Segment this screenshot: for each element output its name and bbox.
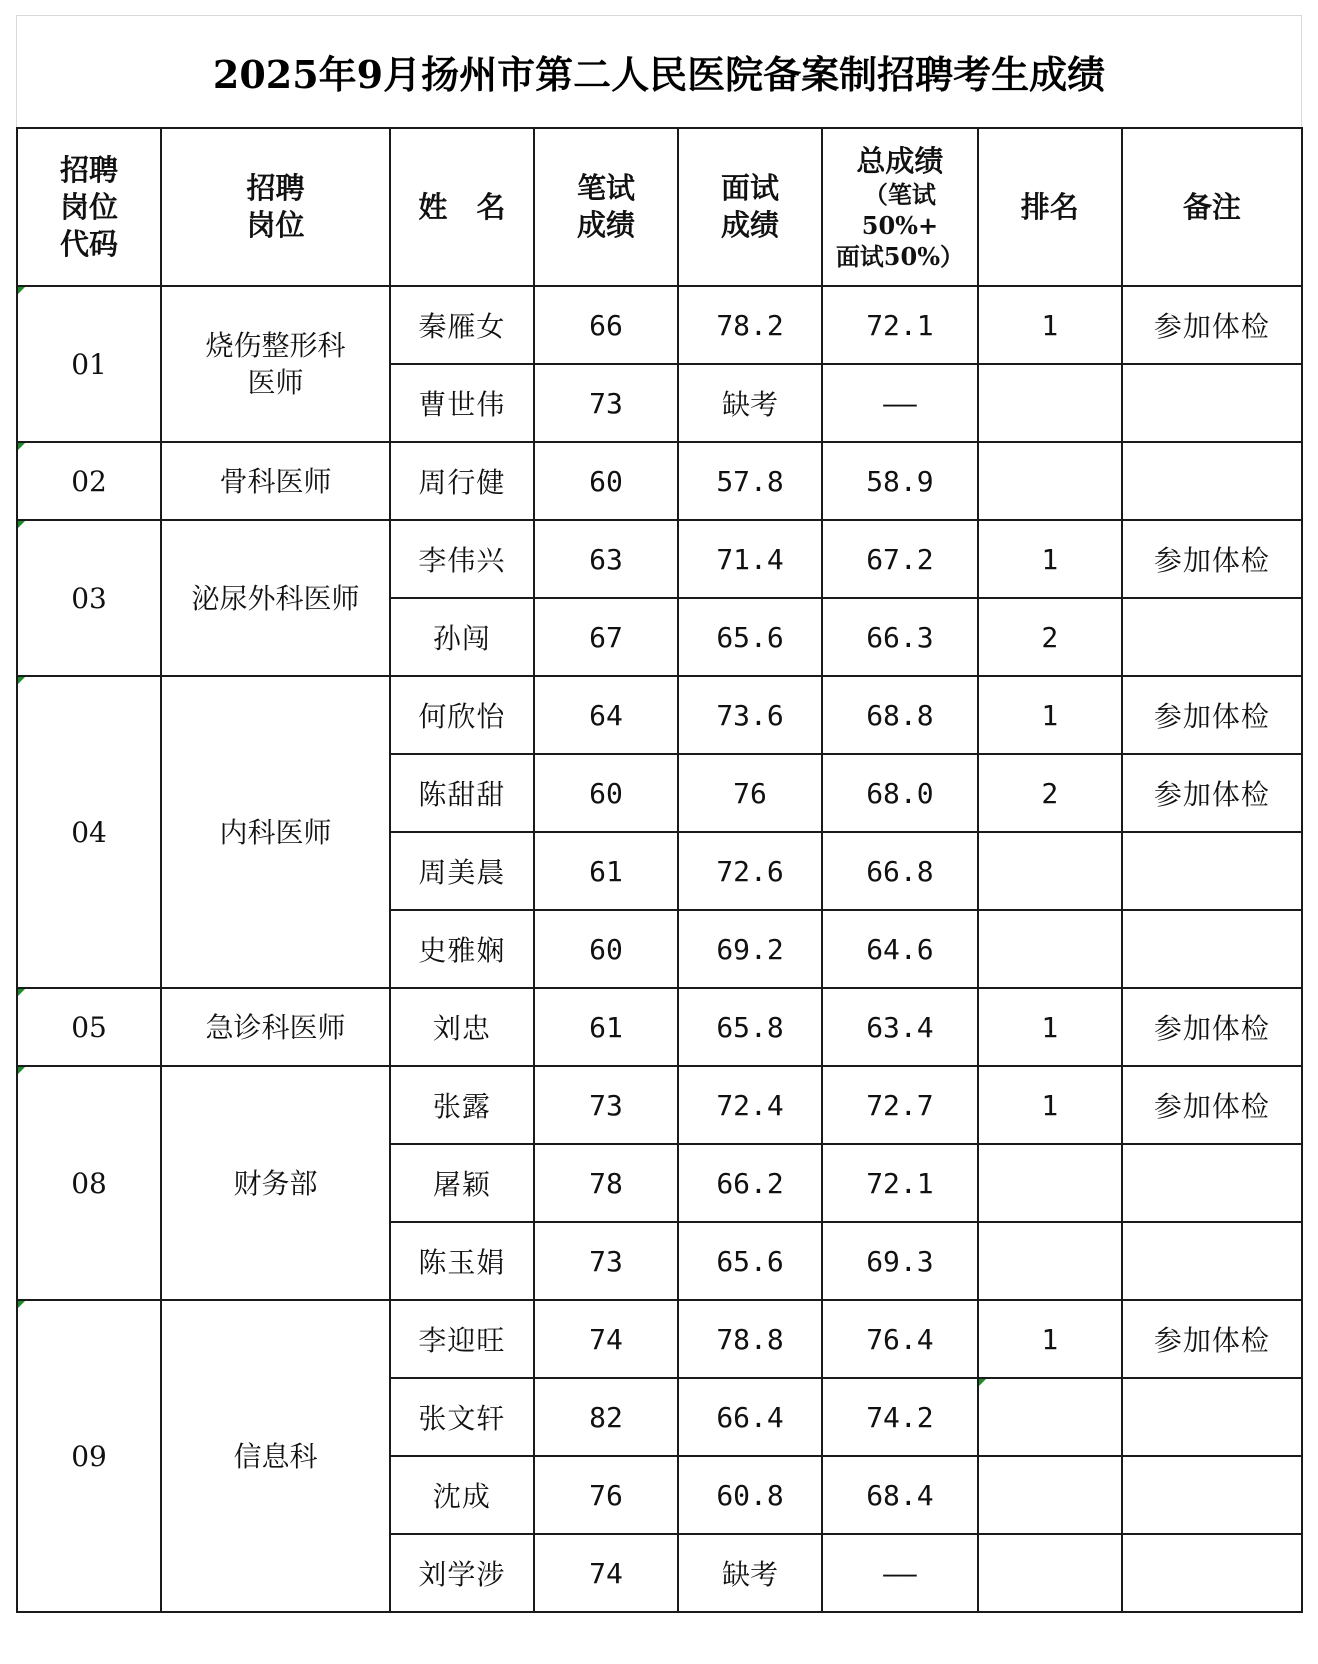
remark-value: 参加体检: [1122, 676, 1302, 754]
position-code: 09: [71, 1439, 107, 1473]
header-remark-text: 备注: [1182, 189, 1241, 224]
total-score: ——: [822, 364, 978, 442]
header-total: [822, 128, 978, 286]
total-score: 74.2: [822, 1378, 978, 1456]
header-code-line: 招聘: [60, 152, 119, 187]
written-score: 61: [534, 832, 678, 910]
written-score: 67: [534, 598, 678, 676]
total-score: ——: [822, 1534, 978, 1612]
header-code: [17, 128, 161, 286]
candidate-name: 周美晨: [390, 832, 534, 910]
remark-value: [1122, 442, 1302, 520]
candidate-name: 刘忠: [390, 988, 534, 1066]
written-score: 73: [534, 364, 678, 442]
written-score: 66: [534, 286, 678, 364]
header-total-sub: （笔试: [863, 179, 936, 209]
position-name-line: 骨科医师: [219, 464, 332, 498]
comment-marker-icon: [18, 989, 25, 996]
table-row: [17, 1300, 1302, 1378]
total-score: 66.3: [822, 598, 978, 676]
remark-value: [1122, 832, 1302, 910]
position-name-line: 财务部: [233, 1166, 318, 1200]
interview-score: 缺考: [678, 1534, 822, 1612]
table-row: [17, 442, 1302, 520]
candidate-name: 张文轩: [390, 1378, 534, 1456]
interview-score: 72.4: [678, 1066, 822, 1144]
interview-score: 65.6: [678, 598, 822, 676]
remark-value: 参加体检: [1122, 520, 1302, 598]
total-score: 68.8: [822, 676, 978, 754]
position-name-line: 烧伤整形科: [205, 329, 346, 362]
header-written-line: 成绩: [576, 208, 635, 242]
candidate-name: 屠颖: [390, 1144, 534, 1222]
total-score: 68.0: [822, 754, 978, 832]
interview-score: 65.8: [678, 988, 822, 1066]
interview-score: 65.6: [678, 1222, 822, 1300]
remark-value: [1122, 1144, 1302, 1222]
position-name-line: 泌尿外科医师: [191, 581, 360, 615]
comment-marker-icon: [18, 443, 25, 450]
candidate-name: 曹世伟: [390, 364, 534, 442]
interview-score: 69.2: [678, 910, 822, 988]
position-code: 08: [71, 1166, 107, 1200]
header-remark: [1122, 128, 1302, 286]
candidate-name: 孙闯: [390, 598, 534, 676]
rank-value: 1: [978, 676, 1122, 754]
candidate-name: 陈玉娟: [390, 1222, 534, 1300]
position-name-line: 急诊科医师: [205, 1010, 346, 1044]
remark-value: [1122, 910, 1302, 988]
title-box: [16, 15, 1302, 127]
table-row: [17, 286, 1302, 364]
position-code: 01: [71, 347, 107, 381]
position-code-cell: [17, 286, 161, 442]
header-name-text: 姓 名: [418, 189, 506, 224]
header-interview: [678, 128, 822, 286]
header-interview-line: 成绩: [721, 208, 780, 242]
comment-marker-icon: [18, 1301, 25, 1308]
header-rank: [978, 128, 1122, 286]
remark-value: [1122, 1456, 1302, 1534]
written-score: 76: [534, 1456, 678, 1534]
interview-score: 57.8: [678, 442, 822, 520]
position-cell: [161, 676, 390, 988]
remark-value: 参加体检: [1122, 1300, 1302, 1378]
remark-value: 参加体检: [1122, 754, 1302, 832]
position-cell: [161, 286, 390, 442]
interview-score: 73.6: [678, 676, 822, 754]
rank-value: 2: [978, 754, 1122, 832]
scores-table: [16, 127, 1303, 1613]
total-score: 69.3: [822, 1222, 978, 1300]
written-score: 73: [534, 1222, 678, 1300]
comment-marker-icon: [18, 677, 25, 684]
position-name-line: 医师: [247, 366, 304, 399]
interview-score: 60.8: [678, 1456, 822, 1534]
total-score: 58.9: [822, 442, 978, 520]
written-score: 74: [534, 1300, 678, 1378]
rank-value: 1: [978, 988, 1122, 1066]
header-row: [17, 128, 1302, 286]
interview-score: 72.6: [678, 832, 822, 910]
remark-value: [1122, 1378, 1302, 1456]
rank-value: [978, 442, 1122, 520]
interview-score: 78.2: [678, 286, 822, 364]
remark-value: [1122, 598, 1302, 676]
candidate-name: 李伟兴: [390, 520, 534, 598]
comment-marker-icon: [18, 287, 25, 294]
position-code-cell: [17, 1300, 161, 1612]
table-row: [17, 676, 1302, 754]
total-score: 76.4: [822, 1300, 978, 1378]
page-title: 2025年9月扬州市第二人民医院备案制招聘考生成绩: [212, 52, 1106, 97]
interview-score: 66.4: [678, 1378, 822, 1456]
remark-value: 参加体检: [1122, 1066, 1302, 1144]
written-score: 73: [534, 1066, 678, 1144]
table-row: [17, 520, 1302, 598]
position-code-cell: [17, 520, 161, 676]
header-total-sub: 50%+: [861, 210, 939, 240]
candidate-name: 沈成: [390, 1456, 534, 1534]
position-code-cell: [17, 988, 161, 1066]
position-code-cell: [17, 442, 161, 520]
comment-marker-icon: [18, 521, 25, 528]
interview-score: 缺考: [678, 364, 822, 442]
rank-value: 1: [978, 286, 1122, 364]
remark-value: [1122, 1534, 1302, 1612]
rank-value: [978, 910, 1122, 988]
position-cell: [161, 442, 390, 520]
position-code: 04: [71, 815, 107, 849]
total-score: 72.7: [822, 1066, 978, 1144]
written-score: 78: [534, 1144, 678, 1222]
written-score: 63: [534, 520, 678, 598]
written-score: 64: [534, 676, 678, 754]
rank-value: 1: [978, 1066, 1122, 1144]
total-score: 72.1: [822, 286, 978, 364]
total-score: 64.6: [822, 910, 978, 988]
position-code: 05: [71, 1010, 107, 1044]
position-cell: [161, 520, 390, 676]
total-score: 66.8: [822, 832, 978, 910]
comment-marker-icon: [979, 1379, 986, 1386]
total-score: 68.4: [822, 1456, 978, 1534]
interview-score: 78.8: [678, 1300, 822, 1378]
total-score: 72.1: [822, 1144, 978, 1222]
candidate-name: 何欣怡: [390, 676, 534, 754]
written-score: 60: [534, 910, 678, 988]
header-name: [390, 128, 534, 286]
remark-value: [1122, 1222, 1302, 1300]
header-total-main: 总成绩: [856, 143, 944, 178]
rank-value: [978, 364, 1122, 442]
candidate-name: 李迎旺: [390, 1300, 534, 1378]
header-written: [534, 128, 678, 286]
position-name-line: 信息科: [233, 1439, 318, 1473]
position-cell: [161, 1300, 390, 1612]
total-score: 67.2: [822, 520, 978, 598]
header-interview-line: 面试: [721, 171, 780, 205]
candidate-name: 刘学涉: [390, 1534, 534, 1612]
position-code-cell: [17, 1066, 161, 1300]
remark-value: [1122, 364, 1302, 442]
rank-value: 1: [978, 1300, 1122, 1378]
written-score: 82: [534, 1378, 678, 1456]
interview-score: 66.2: [678, 1144, 822, 1222]
position-code-cell: [17, 676, 161, 988]
written-score: 61: [534, 988, 678, 1066]
remark-value: 参加体检: [1122, 286, 1302, 364]
header-code-line: 岗位: [60, 189, 119, 224]
candidate-name: 周行健: [390, 442, 534, 520]
interview-score: 76: [678, 754, 822, 832]
header-position-line: 岗位: [246, 208, 305, 242]
position-code: 03: [71, 581, 107, 615]
header-rank-text: 排名: [1020, 189, 1079, 224]
candidate-name: 张露: [390, 1066, 534, 1144]
rank-value: 1: [978, 520, 1122, 598]
table-row: [17, 988, 1302, 1066]
written-score: 74: [534, 1534, 678, 1612]
header-written-line: 笔试: [576, 171, 635, 205]
rank-value: [978, 1534, 1122, 1612]
rank-value: [978, 1378, 1122, 1456]
candidate-name: 史雅娴: [390, 910, 534, 988]
rank-value: [978, 1222, 1122, 1300]
written-score: 60: [534, 754, 678, 832]
header-total-sub: 面试50%）: [835, 241, 965, 271]
interview-score: 71.4: [678, 520, 822, 598]
position-cell: [161, 1066, 390, 1300]
position-cell: [161, 988, 390, 1066]
table-body: [17, 286, 1302, 1612]
position-code: 02: [71, 464, 107, 498]
rank-value: [978, 832, 1122, 910]
header-position: [161, 128, 390, 286]
candidate-name: 秦雁女: [390, 286, 534, 364]
rank-value: [978, 1456, 1122, 1534]
written-score: 60: [534, 442, 678, 520]
comment-marker-icon: [18, 1067, 25, 1074]
total-score: 63.4: [822, 988, 978, 1066]
header-code-line: 代码: [60, 226, 119, 261]
position-name-line: 内科医师: [219, 815, 332, 849]
header-position-line: 招聘: [246, 171, 305, 205]
remark-value: 参加体检: [1122, 988, 1302, 1066]
rank-value: [978, 1144, 1122, 1222]
rank-value: 2: [978, 598, 1122, 676]
candidate-name: 陈甜甜: [390, 754, 534, 832]
table-row: [17, 1066, 1302, 1144]
